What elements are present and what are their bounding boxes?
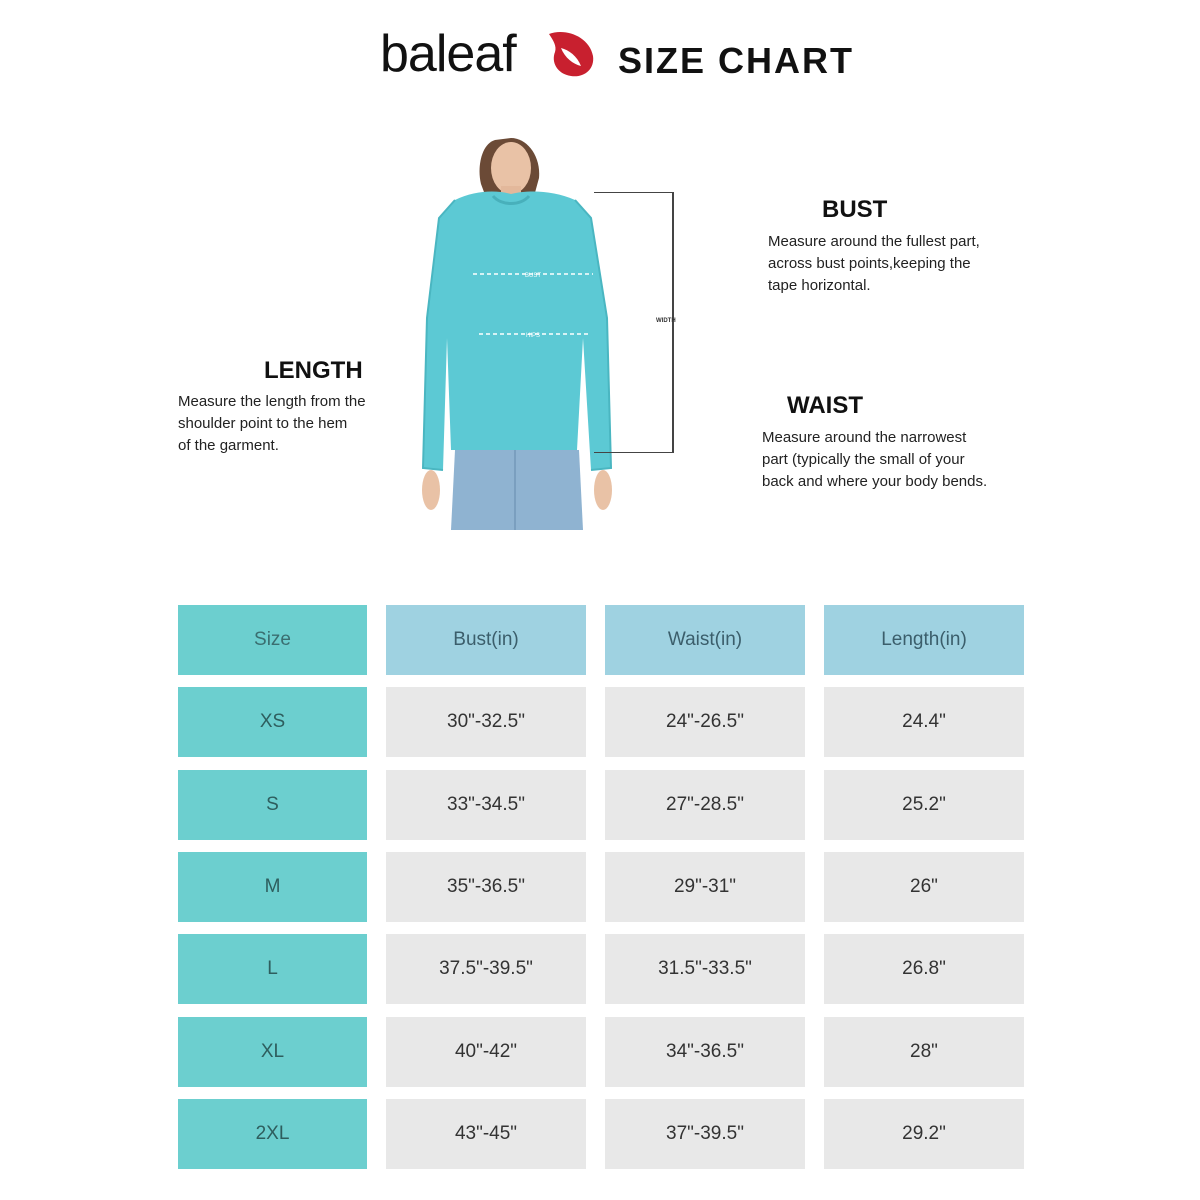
brand-name: baleaf [380, 25, 516, 83]
length-guide-line: of the garment. [178, 437, 279, 454]
table-cell: 37"-39.5" [605, 1099, 805, 1169]
size-label-cell: M [178, 852, 367, 922]
table-cell: 43"-45" [386, 1099, 586, 1169]
waist-guide-line: part (typically the small of your [762, 451, 965, 468]
table-cell: 30"-32.5" [386, 687, 586, 757]
length-guide-line: shoulder point to the hem [178, 415, 348, 432]
table-cell: 24.4" [824, 687, 1024, 757]
hips-marker-label: HIPS [525, 333, 541, 339]
table-cell: 28" [824, 1017, 1024, 1087]
baleaf-logo-icon [543, 26, 599, 82]
length-guide-text [178, 391, 366, 457]
size-label-cell: XS [178, 687, 367, 757]
table-cell: 24"-26.5" [605, 687, 805, 757]
table-cell: 35"-36.5" [386, 852, 586, 922]
table-cell: 40"-42" [386, 1017, 586, 1087]
table-header-waistin: Waist(in) [605, 605, 805, 675]
table-cell: 26" [824, 852, 1024, 922]
table-cell: 26.8" [824, 934, 1024, 1004]
bust-marker-label: BUST [524, 273, 542, 279]
size-label-cell: XL [178, 1017, 367, 1087]
size-label-cell: 2XL [178, 1099, 367, 1169]
bust-guide-text [768, 231, 980, 297]
table-cell: 29"-31" [605, 852, 805, 922]
waist-guide-title: WAIST [787, 392, 863, 419]
bust-guide-line: Measure around the fullest part, [768, 233, 980, 250]
length-marker-label: WIDTH [656, 318, 676, 324]
measure-top-line [594, 192, 674, 193]
bust-guide-line: across bust points,keeping the [768, 255, 971, 272]
page-title: SIZE CHART [618, 40, 854, 81]
table-cell: 29.2" [824, 1099, 1024, 1169]
measure-bottom-line [594, 452, 674, 453]
length-guide-title: LENGTH [264, 357, 363, 384]
waist-guide-line: Measure around the narrowest [762, 429, 967, 446]
waist-guide-line: back and where your body bends. [762, 473, 988, 490]
table-header-lengthin: Length(in) [824, 605, 1024, 675]
table-header-size: Size [178, 605, 367, 675]
table-cell: 25.2" [824, 770, 1024, 840]
table-cell: 27"-28.5" [605, 770, 805, 840]
table-header-bustin: Bust(in) [386, 605, 586, 675]
size-label-cell: S [178, 770, 367, 840]
table-cell: 33"-34.5" [386, 770, 586, 840]
table-cell: 37.5"-39.5" [386, 934, 586, 1004]
bust-guide-title: BUST [822, 196, 888, 223]
length-guide-line: Measure the length from the [178, 393, 366, 410]
table-cell: 31.5"-33.5" [605, 934, 805, 1004]
table-cell: 34"-36.5" [605, 1017, 805, 1087]
model-illustration [415, 138, 645, 530]
size-label-cell: L [178, 934, 367, 1004]
header [0, 22, 1200, 92]
waist-guide-text [762, 427, 987, 493]
bust-guide-line: tape horizontal. [768, 277, 871, 294]
